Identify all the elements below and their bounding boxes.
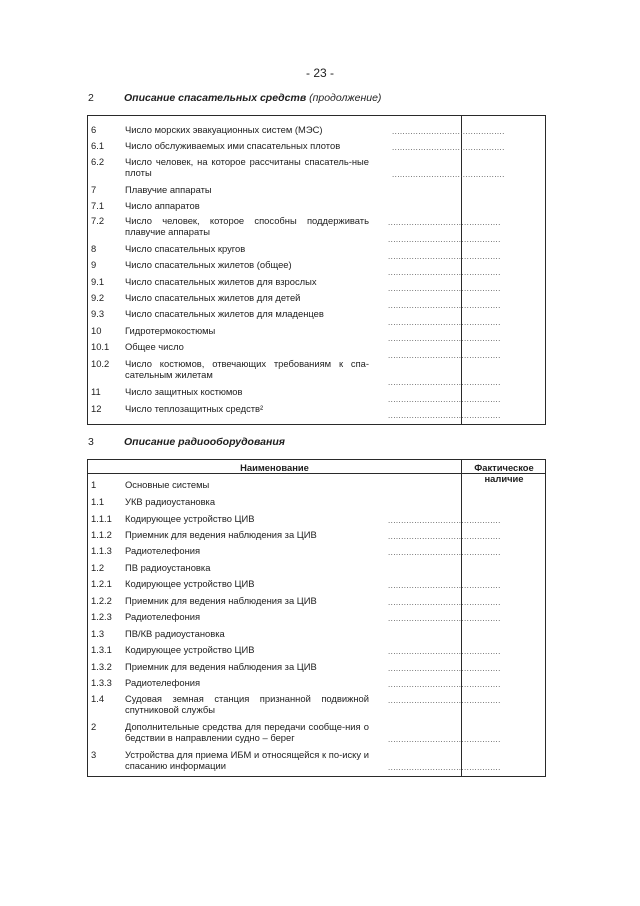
row-label: Устройства для приема ИБМ и относящейся к по-иску и спасанию информации [125,749,369,771]
fill-in-line[interactable]: ........................................... [388,235,501,244]
fill-in-line[interactable]: ........................................... [392,170,505,179]
row-number: 12 [91,403,102,414]
fill-in-line[interactable]: ........................................... [388,301,501,310]
fill-in-line[interactable]: ........................................... [388,252,501,261]
fill-in-line[interactable]: ........................................... [388,680,501,689]
row-label: Приемник для ведения наблюдения за ЦИВ [125,529,317,540]
fill-in-line[interactable]: ........................................... [388,735,501,744]
row-number: 10 [91,325,102,336]
row-label: Число человек, на которое рассчитаны спасатель-ные плоты [125,156,369,178]
row-label: Число костюмов, отвечающих требованиям к спа-сательным жилетам [125,358,369,380]
lifesaving-table [87,115,546,425]
row-label: Кодирующее устройство ЦИВ [125,578,255,589]
fill-in-line[interactable]: ........................................... [388,581,501,590]
fill-in-line[interactable]: ........................................... [388,411,501,420]
row-number: 9.3 [91,308,105,319]
row-label: Число морских эвакуационных систем (МЭС) [125,124,323,135]
row-label: ПВ радиоустановка [125,562,211,573]
row-number: 1.4 [91,693,105,704]
row-label: Радиотелефония [125,611,201,622]
row-number: 1.3.3 [91,677,112,688]
row-label: Число человек, которое способны поддерживать плавучие аппараты [125,215,369,237]
section-3-heading [88,436,285,448]
fill-in-line[interactable]: ........................................... [392,127,505,136]
row-label: Судовая земная станция признанной подвижной спутниковой службы [125,693,369,715]
row-label: Число спасательных жилетов для детей [125,292,301,303]
row-number: 6.2 [91,156,105,167]
fill-in-line[interactable]: ........................................... [388,516,501,525]
row-label: УКВ радиоустановка [125,496,216,507]
fill-in-line[interactable]: ........................................... [388,268,501,277]
row-number: 1.2.1 [91,578,112,589]
fill-in-line[interactable]: ........................................... [388,378,501,387]
row-label: Число теплозащитных средств² [125,403,264,414]
section-2-number: 2 [88,92,94,104]
row-number: 1.3.2 [91,661,112,672]
row-label: Гидротермокостюмы [125,325,216,336]
row-label: Общее число [125,341,184,352]
row-number: 9.1 [91,276,105,287]
section-3-title: Описание радиооборудования [124,436,285,448]
row-number: 11 [91,386,101,397]
row-number: 1 [91,479,97,490]
row-number: 7 [91,184,97,195]
fill-in-line[interactable]: ........................................... [388,696,501,705]
row-number: 3 [91,749,97,760]
row-number: 9.2 [91,292,105,303]
column-header-name: Наименование [240,462,309,473]
fill-in-line[interactable]: ........................................... [388,598,501,607]
fill-in-line[interactable]: ........................................... [388,395,501,404]
fill-in-line[interactable]: ........................................... [388,664,501,673]
fill-in-line[interactable]: ........................................... [392,143,505,152]
fill-in-line[interactable]: ........................................... [388,548,501,557]
row-number: 10.1 [91,341,110,352]
row-label: Приемник для ведения наблюдения за ЦИВ [125,661,317,672]
row-number: 10.2 [91,358,110,369]
row-label: Число спасательных жилетов для взрослых [125,276,317,287]
row-label: Приемник для ведения наблюдения за ЦИВ [125,595,317,606]
fill-in-line[interactable]: ........................................... [388,763,501,772]
fill-in-line[interactable]: ........................................... [388,218,501,227]
row-label: Число спасательных кругов [125,243,246,254]
row-label: Число спасательных жилетов (общее) [125,259,292,270]
row-number: 7.1 [91,200,105,211]
row-label: Кодирующее устройство ЦИВ [125,513,255,524]
row-number: 1.1.3 [91,545,112,556]
section-2-title-suffix: (продолжение) [306,92,382,104]
row-number: 7.2 [91,215,105,226]
row-number: 1.1 [91,496,105,507]
row-number: 1.3.1 [91,644,112,655]
row-label: Плавучие аппараты [125,184,212,195]
header-divider [88,473,545,474]
row-label: Число защитных костюмов [125,386,243,397]
column-header-actual: Фактическое наличие [474,462,534,484]
row-number: 1.2.2 [91,595,112,606]
fill-in-line[interactable]: ........................................... [388,284,501,293]
row-number: 2 [91,721,97,732]
row-label: Радиотелефония [125,545,201,556]
section-3-number: 3 [88,436,94,448]
fill-in-line[interactable]: ........................................... [388,351,501,360]
row-label: Число аппаратов [125,200,200,211]
row-label: Дополнительные средства для передачи сообще-ния о бедствии в направлении судно – берег [125,721,369,743]
row-label: Радиотелефония [125,677,201,688]
fill-in-line[interactable]: ........................................... [388,318,501,327]
row-number: 1.2.3 [91,611,112,622]
fill-in-line[interactable]: ........................................... [388,334,501,343]
row-label: Основные системы [125,479,210,490]
section-2-heading [88,92,381,104]
row-number: 1.1.2 [91,529,112,540]
row-label: ПВ/КВ радиоустановка [125,628,225,639]
row-label: Кодирующее устройство ЦИВ [125,644,255,655]
section-2-title: Описание спасательных средств [124,92,307,104]
fill-in-line[interactable]: ........................................... [388,647,501,656]
row-number: 1.2 [91,562,105,573]
row-number: 9 [91,259,97,270]
fill-in-line[interactable]: ........................................... [388,614,501,623]
row-number: 6 [91,124,97,135]
row-number: 6.1 [91,140,105,151]
radio-equipment-table [87,459,546,777]
row-number: 8 [91,243,97,254]
fill-in-line[interactable]: ........................................... [388,532,501,541]
page-number: - 23 - [305,66,334,80]
row-number: 1.3 [91,628,105,639]
row-label: Число обслуживаемых ими спасательных плотов [125,140,341,151]
row-label: Число спасательных жилетов для младенцев [125,308,324,319]
row-number: 1.1.1 [91,513,112,524]
